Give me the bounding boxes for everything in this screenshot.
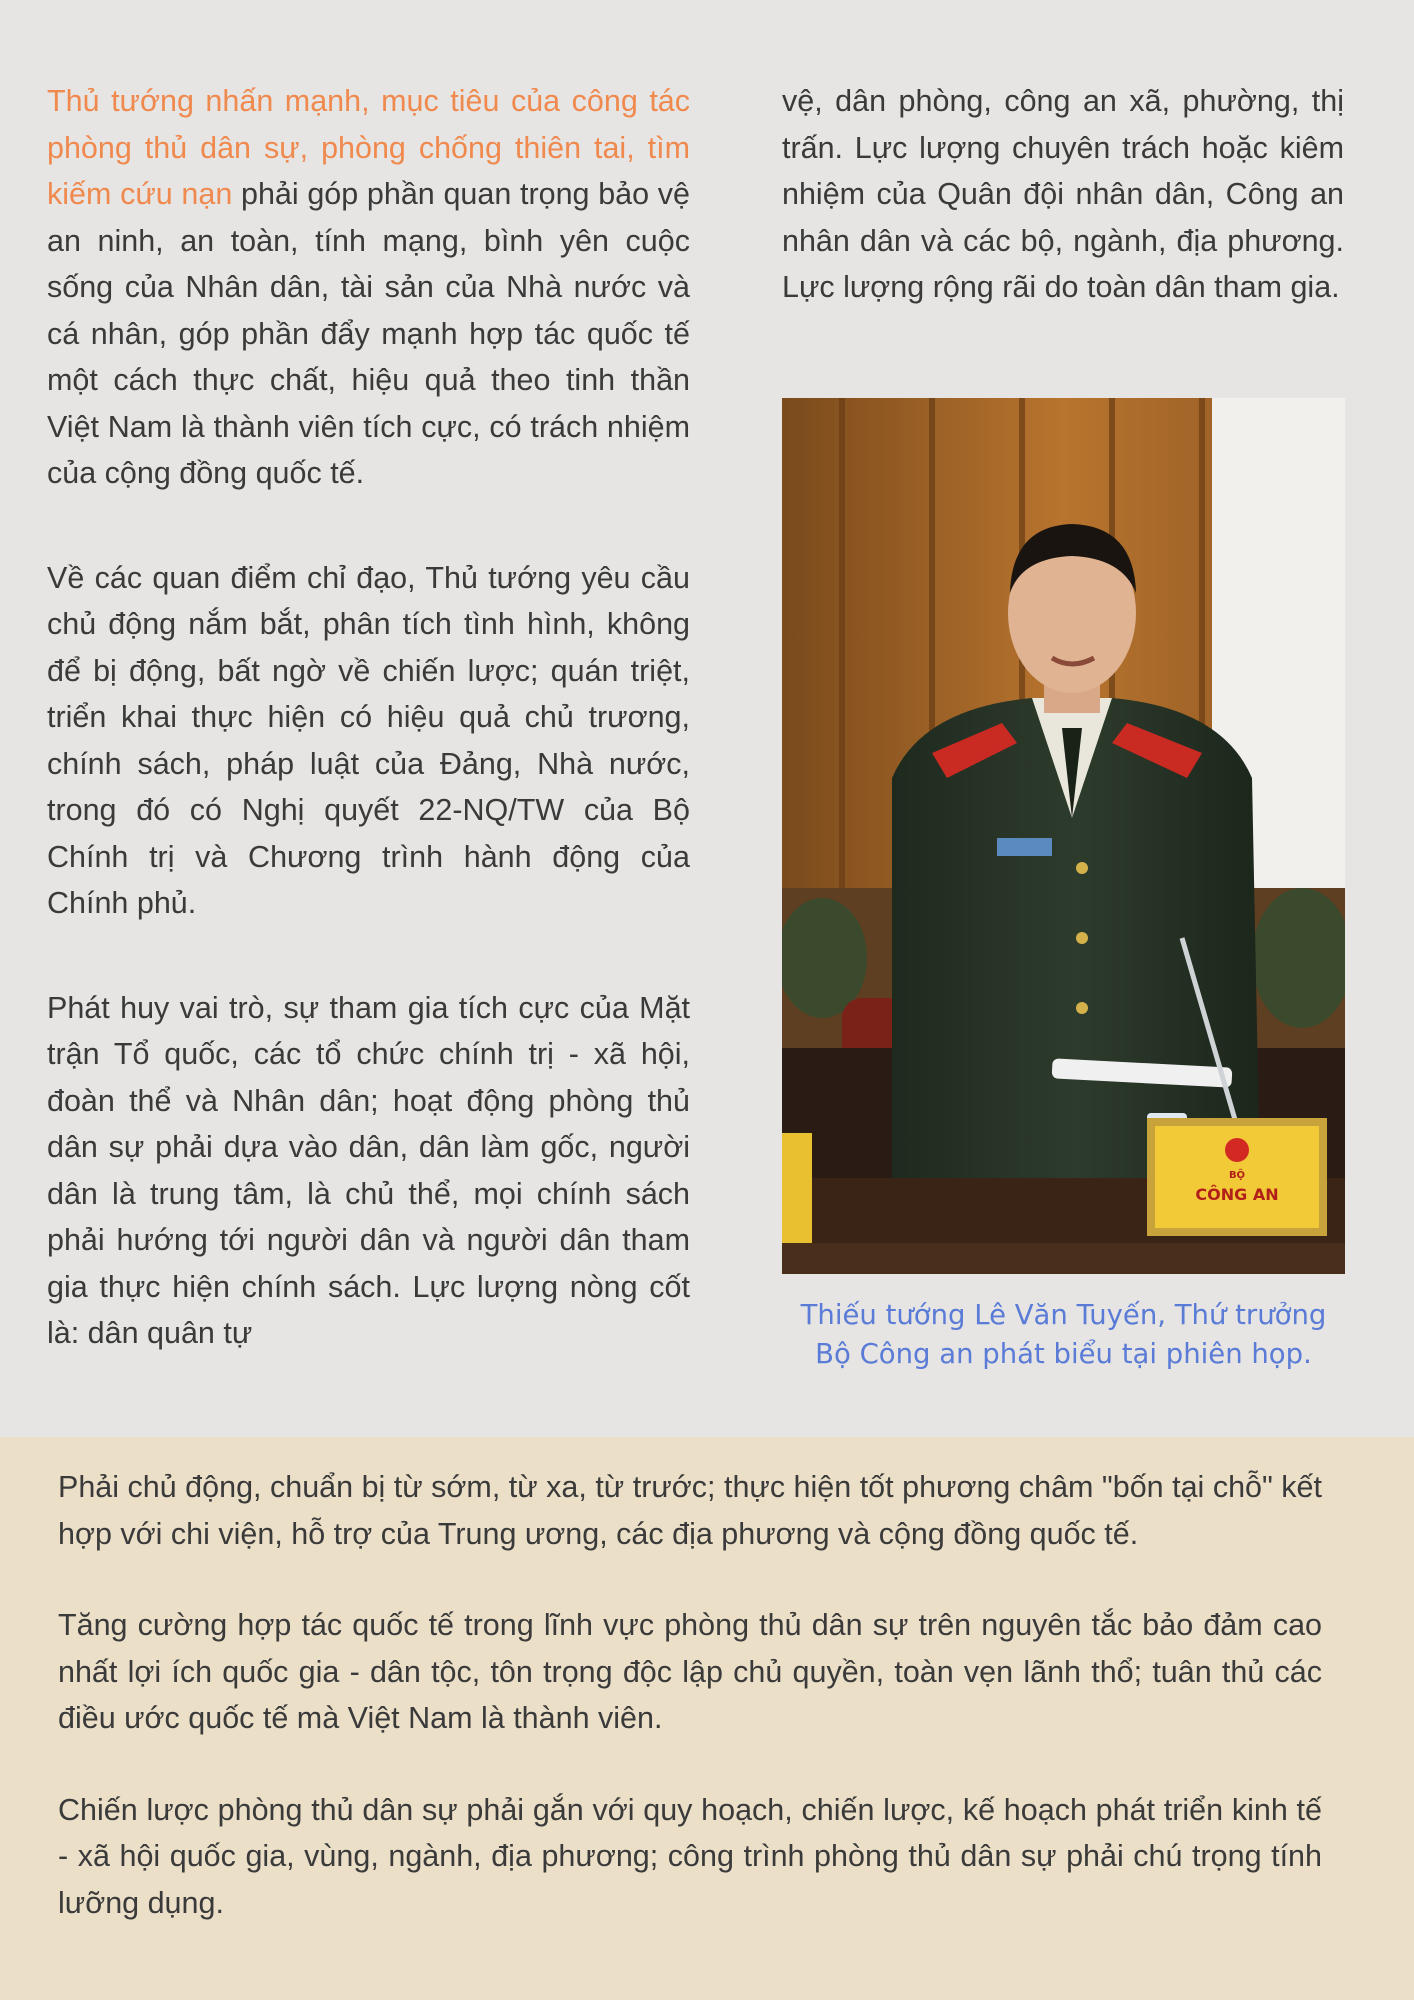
nameplate-text: CÔNG AN <box>1195 1185 1279 1204</box>
speaker-photo <box>782 398 1345 1274</box>
paragraph-participation: Phát huy vai trò, sự tham gia tích cực của Mặt trận Tổ quốc, các tổ chức chính trị - xã hội, đoàn thể và Nhân dân; hoạt động phòng thủ dân sự phải dựa vào dân, dân làm gốc, người dân là trung tâm, là chủ thể, mọi chính sách phải hướng tới người dân và người dân tham gia thực hiện chính sách. Lực lượng nòng cốt là: dân quân tự <box>47 990 690 1350</box>
paragraph-preparation: Phải chủ động, chuẩn bị từ sớm, từ xa, từ trước; thực hiện tốt phương châm "bốn tại chỗ" kết hợp với chi viện, hỗ trợ của Trung ương, các địa phương và cộng đồng quốc tế. <box>58 1470 1322 1551</box>
paragraph-cooperation: Tăng cường hợp tác quốc tế trong lĩnh vực phòng thủ dân sự trên nguyên tắc bảo đảm cao nhất lợi ích quốc gia - dân tộc, tôn trọng độc lập chủ quyền, toàn vẹn lãnh thổ; tuân thủ các điều ước quốc tế mà Việt Nam là thành viên. <box>58 1608 1322 1735</box>
highlighted-lead: Thủ tướng nhấn mạnh, mục tiêu của công tác phòng thủ dân sự, phòng chống thiên tai, tìm kiếm cứu nạn <box>47 84 690 211</box>
bottom-highlight-box <box>0 1437 1414 2000</box>
paragraph-viewpoints: Về các quan điểm chỉ đạo, Thủ tướng yêu cầu chủ động nắm bắt, phân tích tình hình, không để bị động, bất ngờ về chiến lược; quán triệt, triển khai thực hiện có hiệu quả chủ trương, chính sách, pháp luật của Đảng, Nhà nước, trong đó có Nghị quyết 22-NQ/TW của Bộ Chính trị và Chương trình hành động của Chính phủ. <box>47 560 690 920</box>
photo-caption <box>782 1296 1345 1374</box>
paragraph-strategy: Chiến lược phòng thủ dân sự phải gắn với quy hoạch, chiến lược, kế hoạch phát triển kinh tế - xã hội quốc gia, vùng, ngành, địa phương; công trình phòng thủ dân sự phải chú trọng tính lưỡng dụng. <box>58 1792 1322 1920</box>
paragraph-forces: vệ, dân phòng, công an xã, phường, thị trấn. Lực lượng chuyên trách hoặc kiêm nhiệm của Quân đội nhân dân, Công an nhân dân và các bộ, ngành, địa phương. Lực lượng rộng rãi do toàn dân tham gia. <box>782 84 1344 304</box>
bottom-box-content <box>58 1464 1322 1971</box>
paragraph-objective <box>47 78 690 497</box>
left-column <box>47 78 690 1357</box>
caption-line-1: Thiếu tướng Lê Văn Tuyến, Thứ trưởng <box>800 1299 1327 1331</box>
caption-line-2: Bộ Công an phát biểu tại phiên họp. <box>815 1338 1312 1370</box>
right-column <box>782 78 1344 311</box>
nameplate-small-text: BỘ <box>1228 1170 1246 1181</box>
speaker-photo-illustration <box>782 398 1345 1274</box>
paragraph-objective-text: phải góp phần quan trọng bảo vệ an ninh, an toàn, tính mạng, bình yên cuộc sống của Nhân dân, tài sản của Nhà nước và cá nhân, góp phần đẩy mạnh hợp tác quốc tế một cách thực chất, hiệu quả theo tinh thần Việt Nam là thành viên tích cực, có trách nhiệm của cộng đồng quốc tế. <box>47 177 690 490</box>
